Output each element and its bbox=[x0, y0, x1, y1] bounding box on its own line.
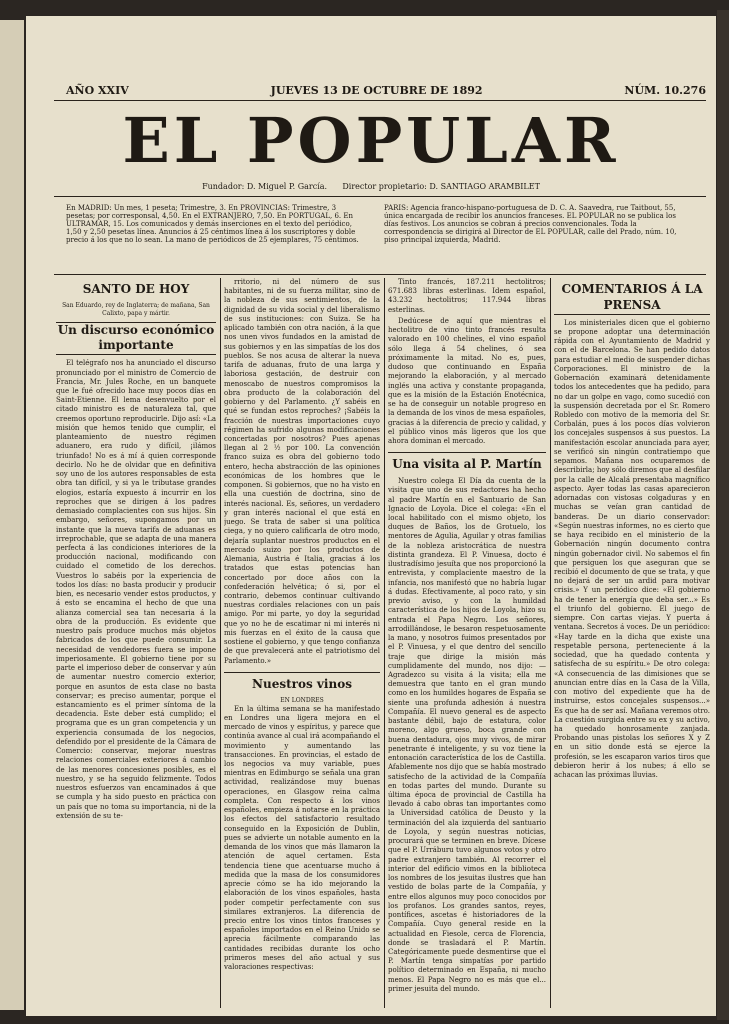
subscription-rule bbox=[54, 274, 706, 275]
wines-body: En la última semana se ha manifestado en Londres una ligera mejora en el mercado de vinos y espíritus, y parece que continúa avance al cual irá acompañando el movimiento y aumentando las transacciones. En provincias, el estado de los negocios va muy variable, pues mientras en Edimburgo se señala una gran actividad, realizándose muy buenas operaciones, en Glasgow reina calma completa. Con respecto á los vinos españoles, empieza á notarse en la práctica los efectos del satisfactorio resultado conseguido en la Exposición de Dublin, pues se advierte un notable aumento en la demanda de los vinos que más llamaron la atención de aquel certamen. Esta tendencia tiene que acentuarse mucho á medida que la masa de los consumidores aprecie cómo se ha ido mejorando la elaboración de los vinos españoles, hasta poder competir perfectamente con sus similares extranjeros. La diferencia de precio entre los vinos tintos franceses y españoles importados en el Reino Unido se aprecia fácilmente comparando las cantidades recibidas durante los ocho primeros meses del año actual y sus valoraciones respectivas: bbox=[224, 704, 380, 972]
visit-body: Nuestro colega El Día da cuenta de la visita que uno de sus redactores ha hecho al padre Martín en el Santuario de San Ignacio de Loyola. Dice el colega: «En el local habilitado con el mismo objeto, los duques de Baños, los de Grotuelo, los mentores de Agulia, Aguilar y otras familias de la nobleza aristocrática de nuestra distinta grandeza. El P. Vinuesa, docto é ilustradísimo jesuíta que nos proporcionó la entrevista, y complaciente maestro de la infancia, nos manifestó que no habría lugar á dudas. Efectivamente, al poco rato, y sin previo aviso, y con la humildad característica de los hijos de Loyola, hizo su entrada el Papa Negro. Los señores, arrodillándose, le besaron respetuosamente la mano, y nosotros fuimos presentados por el P. Vinuesa, y el que dentro del sencillo traje que dirige la misión más cumplidamente del mundo, nos dijo: —Agradezco su visita á la visita; ella me demuestra que tanto en el gran mundo como en los humildes hogares de España se siente una profunda adhesión á nuestra Compañía. El nuevo general es de aspecto bastante débil, bajo de estatura, color moreno, algo grueso, boca grande con buena dentadura, ojos muy vivos, de mirar penetrante é inteligente, y su voz tiene la entonación característica de los de Castilla. Afablemente nos dijo que se había mostrado satisfecho de la actividad de la Compañía en todas partes del mundo. Durante su última época de provincial de Castilla ha llevado á cabo obras tan importantes como la Universidad católica de Deusto y la terminación del ala izquierda del santuario de Loyola, y según nuestras noticias, procurará que se terminen en breve. Dícese que el P. Urráburu tuvo algunos votos y otro padre extranjero también. Al recorrer el interior del edificio vimos en la biblioteca los nombres de los jesuitas ilustres que han vestido de bolas parte de la Compañía, y entre ellos algunos muy poco conocidos por los profanos. Los grandes santos, reyes, pontífices, ascetas é historiadores de la Compañía. Cuyo general reside en la actualidad en Fiesole, cerca de Florencia, donde se trasladará el P. Martín. Categóricamente puede desmentirse que el P. Martín tenga simpatías por partido político determinado en España, ni mucho menos. El Papa Negro no es más que el... primer jesuita del mundo. bbox=[388, 477, 546, 993]
masthead-rule bbox=[54, 196, 706, 197]
founders-line bbox=[26, 182, 716, 191]
column-3 bbox=[388, 278, 546, 1008]
article-body: El telégrafo nos ha anunciado el discurso pronunciado por el ministro de Comercio de Francia, Mr. Jules Roche, en un banquete que le fué ofrecido hace muy pocos días en Saint-Etienne. El lema desenvuelto por el citado ministro es de naturaleza tal, que creemos oportuno reproducirle. Dijo así: «La misión que hemos tenido que cumplir, el planteamiento de nuestro régimen aduanero, era rudo y difícil, ¡ilámos triunfado! No es á mí á quien corresponde decirlo. No he de olvidar que en definitiva soy uno de los autores responsables de esta obra tan difícil, y si ya le tributase grandes elogios, estaría expuesto á incurrir en los reproches que se dirigen á los padres demasiado complacientes con sus hijos. Sin embargo, señores, supongamos por un instante que la nueva tarifa de aduanas es irreprochable, que se adapta de una manera perfecta á las condiciones interiores de la producción nacional, modificando con cuidado el cometido de los derechos. Vuestros lo sabéis por la experiencia de todos los días: no basta producir y producir bien, es necesario vender estos productos, y á esto se encamina el hecho de que una alianza comercial sea tan necesaria á la obra de la producción. Es evidente que nuestro país produce muchos más objetos fabricados de los que puede consumir. La necesidad de vendedores fuera se impone imperiosamente. El gobierno tiene por su parte el imperioso deber de conservar y aún de aumentar nuestro comercio exterior, porque en asuntos de esta clase no basta conservar; es preciso aumentar, porque el estancamiento es el primer síntoma de la decadencia. Este deber está cumplido; el programa que es un gran competencia y un experiencia consumada de los negocios, defendido por el presidente de la Cámara de Comercio: conservar, mejorar nuestras relaciones comerciales exteriores á cambio de las menores concesiones posibles, es el nuestro, y se ha seguido felizmente. Todos nuestros esfuerzos van encaminados á que se cumpla y ha sido puesto en práctica con un país que no toma su importancia, ni de la extensión de su te- bbox=[56, 359, 216, 820]
press-title: COMENTARIOS Á LA PRENSA bbox=[554, 282, 710, 315]
article-title: Un discurso económico importante bbox=[56, 322, 216, 356]
wine-figures: Tinto francés, 187.211 hectolitros; 671.683 libras esterlinas. Idem español, 43.232 hectolitros; 117.944 libras esterlinas. bbox=[388, 278, 546, 314]
founder-text: Fundador: D. Miguel P. García. bbox=[202, 182, 328, 191]
column-1 bbox=[56, 278, 216, 1008]
column-4 bbox=[554, 278, 710, 1008]
left-page-edge bbox=[0, 20, 24, 1010]
subscription-right: PARIS: Agencia franco-hispano-portuguesa de D. C. A. Saavedra, rue Taitbout, 55, única encargada de recibir los anuncios franceses. EL POPULAR no se publica los días festivos. Los anuncios se cobran á precios convencionales. Toda la correspondencia se dirigirá al Director de EL POPULAR, calle del Prado, núm. 10, piso principal izquierda, Madrid. bbox=[384, 204, 677, 245]
newspaper-page bbox=[26, 16, 716, 1016]
saint-title: SANTO DE HOY bbox=[82, 282, 190, 296]
year-label: AÑO XXIV bbox=[66, 84, 129, 97]
visit-title: Una visita al P. Martín bbox=[388, 452, 546, 473]
number-label: NÚM. 10.276 bbox=[624, 84, 706, 97]
article-body-continued: rritorio, ni del número de sus habitantes, ni de su fuerza militar, sino de la nobleza de sus sentimientos, de la dignidad de su vida social y del liberalismo de sus instituciones: con Suiza. Se ha aplicado también con otra nación, á la que nos unen vivos fundados en la amistad de sus gobiernos y en las simpatías de los dos pueblos. Se nos acusa de alterar la nueva tarifa de aduanas, fruto de una larga y laboriosa gestación, de destruir con menoscabo de nuestros compromisos la obra producto de la colaboración del gobierno y del Parlamento. ¿Y sabéis en qué se fundan estos reproches? ¡Sabéis la fracción de nuestras importaciones cuyo régimen ha sufrido algunas modificaciones concertadas por nosotros? Pues apenas llegan al 2 ½ por 100. La convención franco suiza es obra del gobierno todo entero, hecha abstracción de las opiniones económicas de los hombres que le componen. Si gobiernos, que no ha visto en ella una cuestión de doctrina, sino de interés nacional. Es, señores, un verdadero y gran interés nacional el que está en juego. Se trata de saber si una política ciega, y no quiero calificarla de otro modo, dejaría suplantar nuestros productos en el mercado suizo por los productos de Alemania, Austria é Italia, gracias á los tratados que estas potencias han concertado por doce años con la confederación helvética; ó si, por el contrario, debemos continuar cultivando nuestras cordiales relaciones con un país amigo. Por mi parte, yo doy la seguridad que yo no he de escatimar ni mi interés ni mis fuerzas en el éxito de la causa que sostiene el gobierno, y que tengo confianza de que prevalecerá ante el patriotismo del Parlamento.» bbox=[224, 278, 380, 665]
subscription-left: En MADRID: Un mes, 1 peseta; Trimestre, 3. En PROVINCIAS: Trimestre, 3 pesetas; por corresponsal, 4,50. En el EXTRANJERO, 7,50. En PORTUGAL, 6. En ULTRAMAR, 15. Los comunicados y demás inserciones en el texto del periódico, 1,50 y 2,50 pesetas línea. Anuncios á 25 céntimos línea á los suscriptores y doble precio á los que no lo sean. La mano de periódicos de 25 ejemplares, 75 céntimos. bbox=[66, 204, 359, 245]
owner-text: Director propietario: D. SANTIAGO ARAMBILET bbox=[342, 182, 540, 191]
wines-subtitle: EN LONDRES bbox=[280, 696, 324, 704]
date-label: JUEVES 13 DE OCTUBRE DE 1892 bbox=[270, 84, 483, 97]
right-page-edge bbox=[717, 10, 729, 1020]
column-divider bbox=[550, 278, 551, 1008]
saint-text: San Eduardo, rey de Inglaterra; de mañana, San Calixto, papa y mártir. bbox=[62, 301, 210, 317]
header-line bbox=[66, 84, 706, 97]
header-rule bbox=[54, 100, 706, 101]
masthead-title: EL POPULAR bbox=[122, 104, 620, 177]
press-body: Los ministeriales dicen que el gobierno se propone adoptar una determinación rápida con el Ayuntamiento de Madrid y con el de Barcelona. Se han pedido datos para estudiar el medio de suspender dichas Corporaciones. El ministro de la Gobernación examinará detenidamente todos los antecedentes que ha pedido, para no dar un golpe en vago, como sucedió con la suspensión decretada por el Sr. Romero Robledo con motivo de la memoria del Sr. Corbalán, pues á los pocos días volvieron los concejales suspensos á sus puestos. La manifestación escolar anunciada para ayer, se verificó sin ningún contratiempo que sepamos. Mañana nos ocuparemos de describirla; hoy sólo diremos que al desfilar por la calle de Alcalá presentaba magnífico aspecto. Ayer todas las casas aparecieron adornadas con vistosas colgaduras y en muchas se veían gran cantidad de banderas. De un diario conservador: «Según nuestras informes, no es cierto que se haya recibido en el ministerio de la Gobernación ningún documento contra ningún gobernador civil. No sabemos el fin que persiguen los que aseguran que se recibió el documento de que se trata, y que no dejará de ser un ardid para motivar crisis.» Y un periódico dice: «El gobierno ha de tener la energía que deba ser...» Es el triunfo del gobierno. El juego de siempre. Con cartas viejas. Y puerta á ventana. Secretos á voces. De un periódico: «Hay tarde en la dicha que existe una respetable persona, perteneciente á la sociedad, que ha quedado contenta y satisfecha de su espíritu.» De otro colega: «A consecuencia de las dimisiones que se anuncian entre días en la Casa de la Villa, con motivo del expediente que ha de instruirse, estos concejales suspensos...» Es que ha de ser así. Mañana veremos otro. La cuestión surgida entre su ex y su activo, ha quedado honrosamente zanjada. Probando unas pistolas los señores X y Z en un sitio donde está se ejerce la profesión, se les escaparon varios tiros que debieron herir á los nubes; á ello se achacan las próximas lluvias. bbox=[554, 318, 710, 780]
wines-title: Nuestros vinos bbox=[224, 672, 380, 693]
wines-body-continued: Dedúcese de aquí que mientras el hectolitro de vino tinto francés resulta valorado en 100 chelines, el vino español sólo llega á 54 chelines, ó sea próximamente la mitad. No es, pues, dudoso que continuando en España mejorando la elaboración, y al mercado inglés una activa y constante propaganda, que es la misión de la Estación Enotécnica, se ha de conseguir un notable progreso en la demanda de los vinos de mesa españoles, gracias á la diferencia de precio y calidad, y el público vinos más ligeros que los que ahora dominan el mercado. bbox=[388, 316, 546, 445]
column-divider bbox=[220, 278, 221, 1008]
column-divider bbox=[384, 278, 385, 1008]
column-2 bbox=[224, 278, 380, 1008]
